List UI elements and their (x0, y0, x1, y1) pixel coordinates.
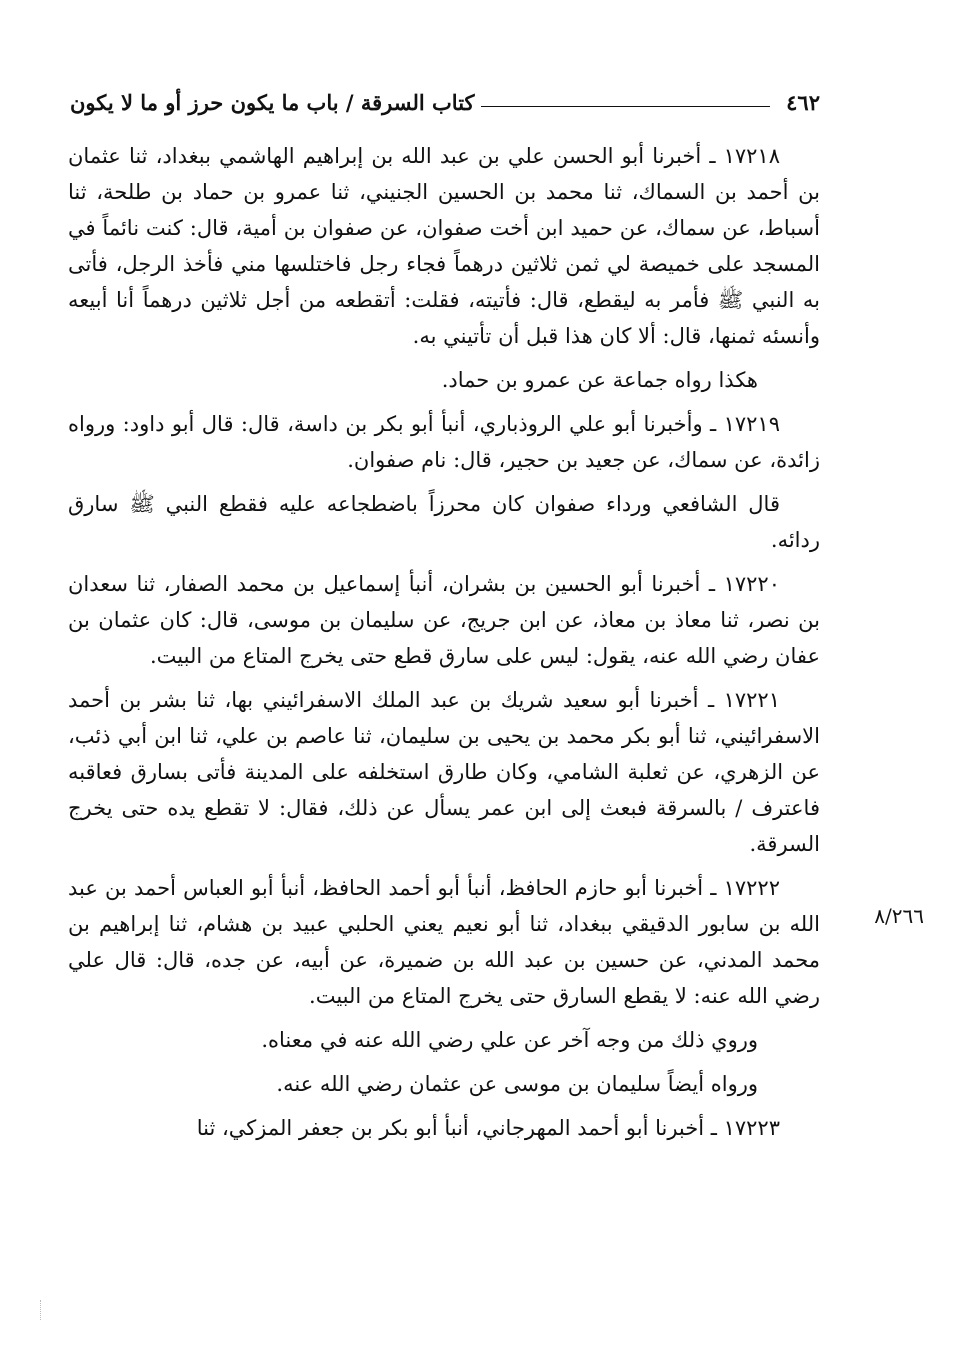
page-body (68, 138, 820, 1154)
margin-volume-page-note: ٨/٢٦٦ (874, 904, 924, 928)
paragraph-17218: ١٧٢١٨ ـ أخبرنا أبو الحسن علي بن عبد الله بن إبراهيم الهاشمي ببغداد، ثنا عثمان بن أحمد بن السماك، ثنا محمد بن الحسين الجنيني، ثنا عمرو بن حماد بن طلحة، ثنا أسباط، عن سماك، عن حميد ابن أخت صفوان، عن صفوان بن أمية، قال: كنت نائماً في المسجد على خميصة لي ثمن ثلاثين درهماً فجاء رجل فاختلسها مني فأخذ الرجل، فأتى به النبي ﷺ فأمر به ليقطع، قال: فأتيته، فقلت: أتقطعه من أجل ثلاثين درهماً أنا أبيعه وأنسئه ثمنها، قال: ألا كان هذا قبل أن تأتيني به. (68, 144, 820, 348)
header-rule (481, 106, 771, 107)
paragraph-17222: ١٧٢٢٢ ـ أخبرنا أبو حازم الحافظ، أنبأ أبو أحمد الحافظ، أنبأ أبو العباس أحمد بن عبد الله بن سابور الدقيقي ببغداد، ثنا أبو نعيم يعني الحلبي عبيد بن هشام، ثنا إبراهيم بن محمد المدني، عن حسين بن عبد الله بن ضميرة، عن أبيه، عن جده، قال: قال علي رضي الله عنه: لا يقطع السارق حتى يخرج المتاع من البيت. (68, 876, 820, 1008)
paragraph-17219: ١٧٢١٩ ـ وأخبرنا أبو علي الروذباري، أنبأ أبو بكر بن داسة، قال: قال أبو داود: ورواه زائدة، عن سماك، عن جعيد بن حجير، قال: نام صفوان. (68, 412, 820, 472)
paragraph-17221: ١٧٢٢١ ـ أخبرنا أبو سعيد شريك بن عبد الملك الاسفرائيني بها، ثنا بشر بن أحمد الاسفرائيني، ثنا أبو بكر محمد بن يحيى بن سليمان، ثنا عاصم بن علي، ثنا ابن أبي ذئب، عن الزهري، عن ثعلبة الشامي، وكان طارق استخلفه على المدينة فأتى بسارق فعاقبه فاعترف / بالسرقة فبعث إلى ابن عمر يسأل عن ذلك، فقال: لا تقطع يده حتى يخرج السرقة. (68, 688, 820, 856)
paragraph-note-2: وروي ذلك من وجه آخر عن علي رضي الله عنه في معناه. (261, 1028, 758, 1052)
gutter-mark (40, 1300, 43, 1320)
paragraph-17223: ١٧٢٢٣ ـ أخبرنا أبو أحمد المهرجاني، أنبأ أبو بكر بن جعفر المزكي، ثنا (196, 1116, 780, 1140)
paragraph-note-3: ورواه أيضاً سليمان بن موسى عن عثمان رضي الله عنه. (276, 1072, 758, 1096)
paragraph-note-1: هكذا رواه جماعة عن عمرو بن حماد. (441, 368, 758, 392)
running-title: كتاب السرقة / باب ما يكون حرز أو ما لا يكون (70, 89, 475, 115)
paragraph-shafii: قال الشافعي ورداء صفوان كان محرزاً باضطجاعه عليه فقطع النبي ﷺ سارق ردائه. (68, 492, 820, 552)
page-header (70, 86, 820, 118)
paragraph-17220: ١٧٢٢٠ ـ أخبرنا أبو الحسين بن بشران، أنبأ إسماعيل بن محمد الصفار، ثنا سعدان بن نصر، ثنا معاذ بن معاذ، عن ابن جريج، عن سليمان بن موسى، قال: كان عثمان بن عفان رضي الله عنه، يقول: ليس على سارق قطع حتى يخرج المتاع من البيت. (68, 572, 820, 668)
page-number: ٤٦٢ (786, 89, 820, 115)
